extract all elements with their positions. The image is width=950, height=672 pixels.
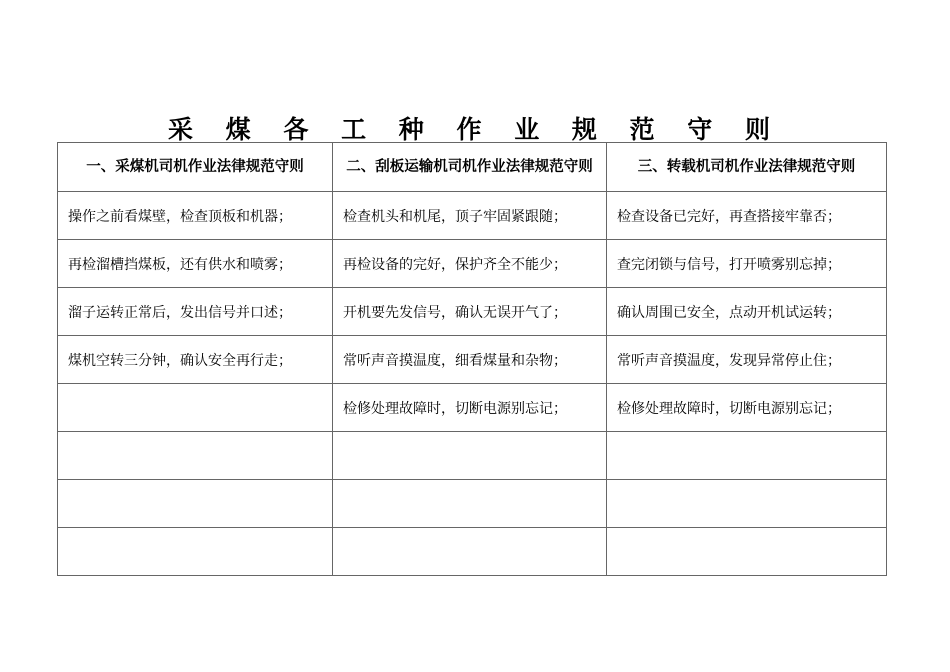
column-header-scraper-conveyor-driver: 二、刮板运输机司机作业法律规范守则 [333, 143, 607, 192]
table-cell [333, 480, 607, 528]
table-cell: 常听声音摸温度，细看煤量和杂物； [333, 336, 607, 384]
table-cell: 常听声音摸温度，发现异常停止住； [607, 336, 887, 384]
rules-table [57, 142, 887, 576]
table-cell [58, 528, 333, 576]
table-cell: 再检溜槽挡煤板，还有供水和喷雾； [58, 240, 333, 288]
table-cell [58, 480, 333, 528]
table-row [58, 384, 887, 432]
page-title: 采 煤 各 工 种 作 业 规 范 守 则 [167, 115, 783, 144]
table-cell [607, 528, 887, 576]
table-cell: 检修处理故障时，切断电源别忘记； [607, 384, 887, 432]
table-row [58, 480, 887, 528]
column-header-transfer-machine-driver: 三、转载机司机作业法律规范守则 [607, 143, 887, 192]
table-cell: 确认周围已安全，点动开机试运转； [607, 288, 887, 336]
table-cell [58, 384, 333, 432]
table-cell: 溜子运转正常后，发出信号并口述； [58, 288, 333, 336]
table-cell: 开机要先发信号，确认无误开气了； [333, 288, 607, 336]
table-cell [607, 432, 887, 480]
column-header-shearer-driver: 一、采煤机司机作业法律规范守则 [58, 143, 333, 192]
table-row [58, 192, 887, 240]
table-cell: 煤机空转三分钟，确认安全再行走； [58, 336, 333, 384]
table-cell: 操作之前看煤壁，检查顶板和机器； [58, 192, 333, 240]
table-row [58, 336, 887, 384]
table-cell: 检修处理故障时，切断电源别忘记； [333, 384, 607, 432]
table-cell: 查完闭锁与信号，打开喷雾别忘掉； [607, 240, 887, 288]
table-row [58, 240, 887, 288]
table-cell [333, 432, 607, 480]
header-row [58, 143, 887, 192]
table-cell [58, 432, 333, 480]
table-cell [607, 480, 887, 528]
table-cell [333, 528, 607, 576]
table-row [58, 432, 887, 480]
table-cell: 检查设备已完好，再查搭接牢靠否； [607, 192, 887, 240]
table-cell: 检查机头和机尾，顶子牢固紧跟随； [333, 192, 607, 240]
table-row [58, 528, 887, 576]
table-row [58, 288, 887, 336]
table-cell: 再检设备的完好，保护齐全不能少； [333, 240, 607, 288]
